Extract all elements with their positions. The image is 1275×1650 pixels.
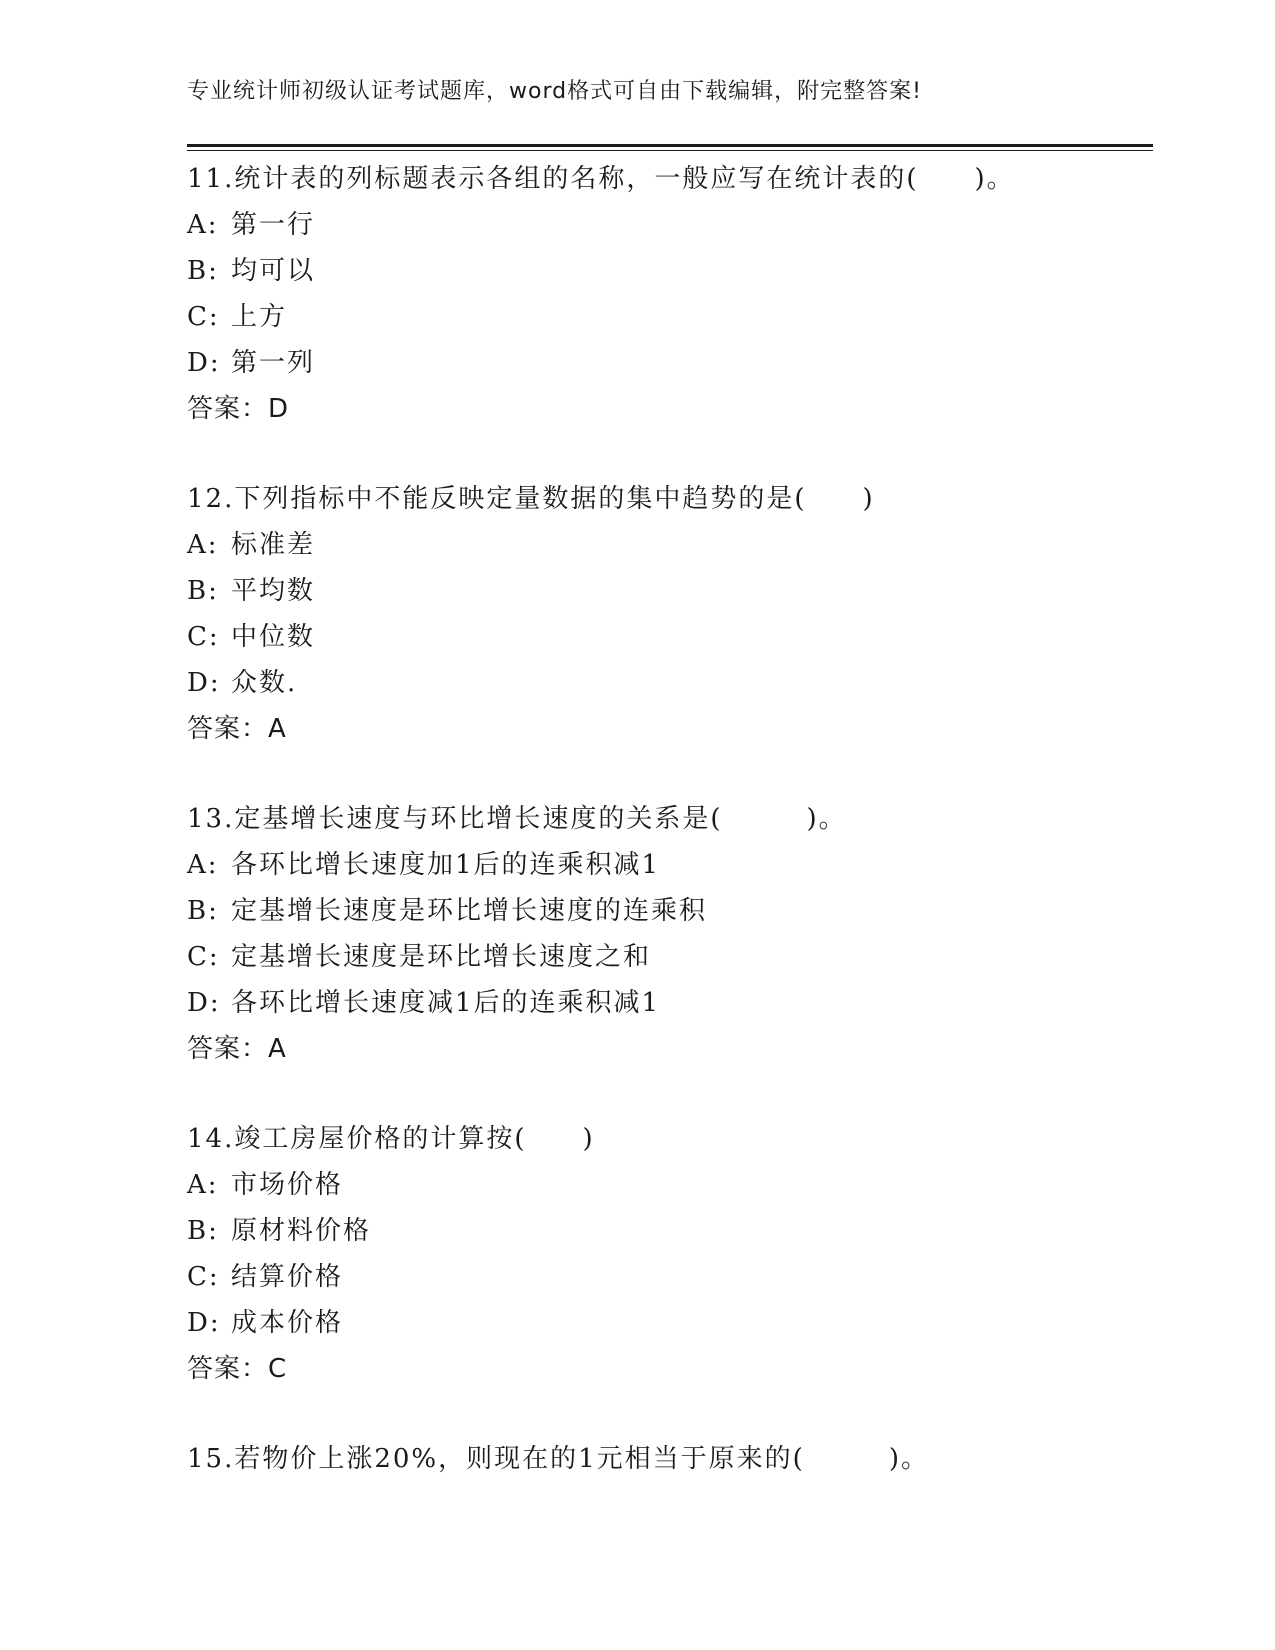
option-letter: D: [187, 668, 221, 698]
header-rule-thin [187, 150, 1153, 151]
option-letter: B: [187, 1216, 219, 1246]
answer-option [187, 522, 1153, 568]
answer-option [187, 934, 1153, 980]
option-text: 各环比增长速度减1后的连乘积减1 [231, 988, 661, 1018]
answer-option [187, 842, 1153, 888]
option-letter: B: [187, 256, 219, 286]
question-stem: 15.若物价上涨20%，则现在的1元相当于原来的( )。 [187, 1444, 929, 1474]
answer-option [187, 1254, 1153, 1300]
option-text: 众数. [231, 668, 298, 698]
answer-option [187, 888, 1153, 934]
answer-key: 答案：A [187, 714, 287, 744]
header-rule-thick [187, 144, 1153, 147]
option-text: 中位数 [231, 622, 316, 652]
option-text: 结算价格 [231, 1262, 344, 1292]
option-text: 各环比增长速度加1后的连乘积减1 [231, 850, 661, 880]
option-text: 成本价格 [231, 1308, 344, 1338]
option-text: 标准差 [231, 530, 316, 560]
answer-key: 答案：A [187, 1034, 287, 1064]
answer-option [187, 248, 1153, 294]
option-letter: A: [187, 850, 219, 880]
option-text: 第一行 [231, 210, 316, 240]
option-text: 平均数 [231, 576, 316, 606]
question-list [187, 156, 1153, 1526]
option-letter: B: [187, 896, 219, 926]
answer-option [187, 980, 1153, 1026]
answer-key: 答案：D [187, 394, 290, 424]
option-letter: A: [187, 1170, 219, 1200]
question-stem: 11.统计表的列标题表示各组的名称，一般应写在统计表的( )。 [187, 164, 1015, 194]
option-text: 第一列 [231, 348, 316, 378]
answer-option [187, 614, 1153, 660]
question-stem: 13.定基增长速度与环比增长速度的关系是( )。 [187, 804, 847, 834]
option-letter: A: [187, 530, 219, 560]
option-letter: C: [187, 942, 220, 972]
answer-option [187, 202, 1153, 248]
option-letter: C: [187, 302, 220, 332]
option-text: 原材料价格 [231, 1216, 372, 1246]
answer-option [187, 1208, 1153, 1254]
answer-option [187, 568, 1153, 614]
answer-option [187, 340, 1153, 386]
answer-key: 答案：C [187, 1354, 288, 1384]
question-stem: 12.下列指标中不能反映定量数据的集中趋势的是( ) [187, 484, 875, 514]
option-letter: D: [187, 988, 221, 1018]
option-letter: A: [187, 210, 219, 240]
answer-option [187, 660, 1153, 706]
question-block [187, 476, 1153, 752]
option-letter: D: [187, 348, 221, 378]
answer-option [187, 294, 1153, 340]
option-letter: B: [187, 576, 219, 606]
question-block [187, 1436, 1153, 1482]
question-block [187, 156, 1153, 432]
option-text: 定基增长速度是环比增长速度之和 [231, 942, 652, 972]
option-text: 定基增长速度是环比增长速度的连乘积 [231, 896, 708, 926]
question-block [187, 1116, 1153, 1392]
page-header: 专业统计师初级认证考试题库，word格式可自由下载编辑，附完整答案! [187, 79, 922, 104]
answer-option [187, 1300, 1153, 1346]
option-text: 上方 [231, 302, 288, 332]
option-letter: D: [187, 1308, 221, 1338]
option-letter: C: [187, 1262, 220, 1292]
question-block [187, 796, 1153, 1072]
question-stem: 14.竣工房屋价格的计算按( ) [187, 1124, 595, 1154]
option-text: 均可以 [231, 256, 316, 286]
option-letter: C: [187, 622, 220, 652]
answer-option [187, 1162, 1153, 1208]
option-text: 市场价格 [231, 1170, 344, 1200]
